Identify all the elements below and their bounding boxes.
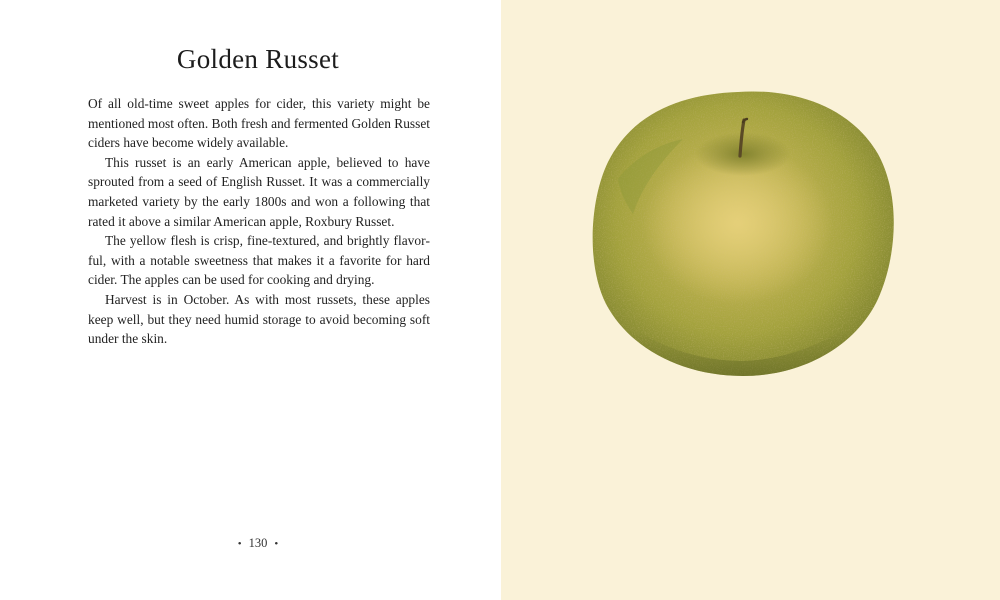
page-title: Golden Russet bbox=[176, 44, 340, 74]
paragraph-3: The yellow flesh is crisp, fine-textured, and brightly flavorful, with a notable sweetness that makes it a favorite for hard cider. The apples can be used for cooking and drying. bbox=[88, 233, 430, 288]
paragraph-4: Harvest is in October. As with most russets, these apples keep well, but they need humid storage to avoid becoming soft under the skin. bbox=[88, 291, 430, 347]
paragraph-2: This russet is an early American apple, believed to have sprouted from a seed of English Russet. It was a commercially marketed variety by the early 1800s and won a following that rated it above a similar American apple, Roxbury Russet. bbox=[88, 154, 430, 229]
page-number-text: 130 bbox=[248, 536, 268, 550]
paragraph-1: Of all old-time sweet apples for cider, this variety might be mentioned most often. Both fresh and fermented Golden Russet ciders have become widely available. bbox=[88, 96, 430, 151]
folio-dot-left: • bbox=[237, 538, 242, 550]
body-text bbox=[88, 94, 430, 349]
page-number bbox=[0, 536, 516, 551]
apple-illustration bbox=[588, 84, 898, 380]
folio-dot-right: • bbox=[274, 538, 279, 550]
